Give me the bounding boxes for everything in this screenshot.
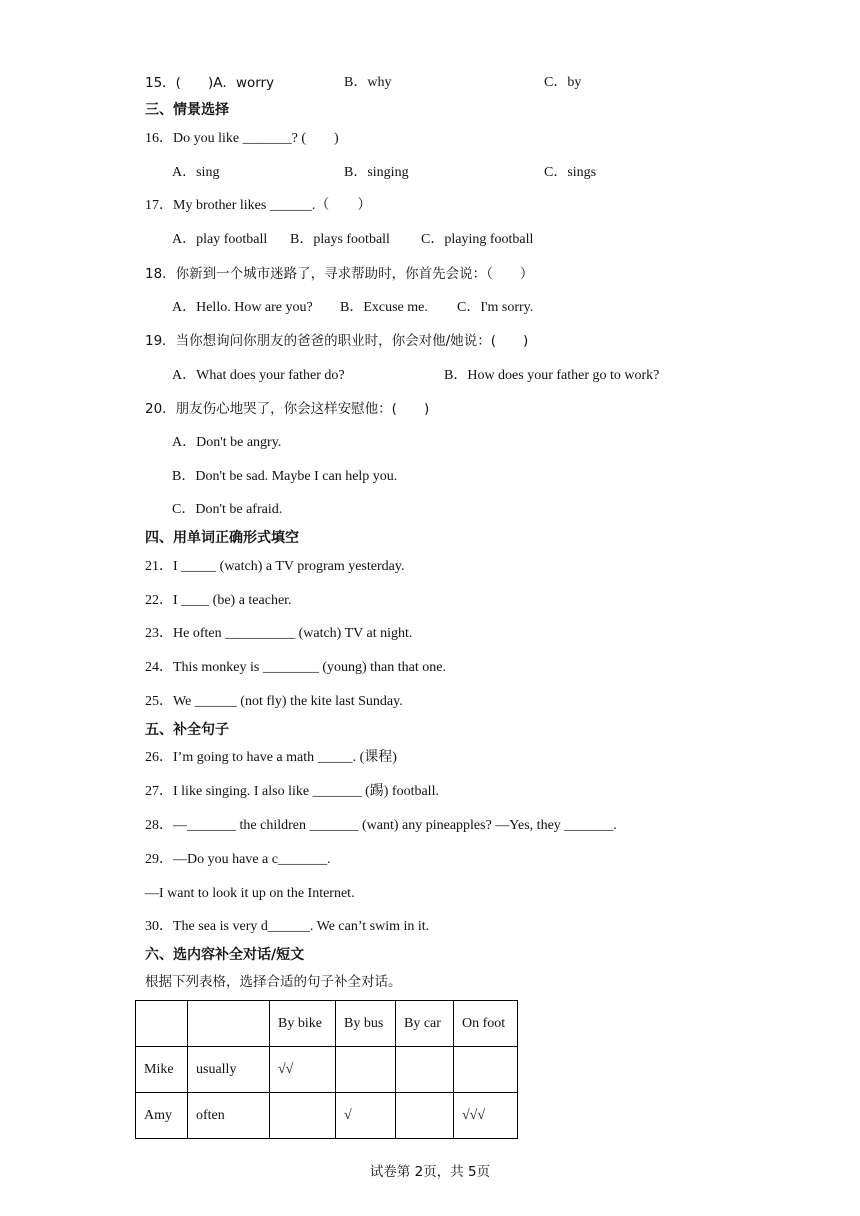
- table-cell: Amy: [136, 1093, 188, 1139]
- q16-option-c: C．sings: [544, 165, 597, 180]
- instruction: 根据下列表格，选择合适的句子补全对话。: [145, 974, 402, 990]
- question-27: 27．I like singing. I also like _______ (踢) football.: [145, 784, 439, 799]
- q15-option-c: C．by: [544, 75, 582, 90]
- q16-option-b: B．singing: [344, 165, 409, 180]
- section-4-title: 四、用单词正确形式填空: [145, 530, 299, 546]
- question-26: 26．I’m going to have a math _____. (课程): [145, 750, 397, 765]
- question-15: 15．( )A．worry: [145, 75, 275, 91]
- table-cell: [336, 1047, 396, 1093]
- q19-option-a: A．What does your father do?: [172, 368, 345, 383]
- table-cell: [454, 1047, 518, 1093]
- question-30: 30．The sea is very d______. We can’t swim in it.: [145, 919, 430, 934]
- transport-table: [135, 1000, 518, 1139]
- header-cell: On foot: [454, 1001, 518, 1047]
- q17-option-a: A．play football: [172, 232, 268, 247]
- question-18: 18．你新到一个城市迷路了，寻求帮助时，你首先会说：（ ）: [145, 266, 534, 282]
- table-cell: [270, 1093, 336, 1139]
- table-cell: √: [336, 1093, 396, 1139]
- q16-option-a: A．sing: [172, 165, 220, 180]
- table-row: [136, 1093, 518, 1139]
- q18-option-c: C．I'm sorry.: [457, 300, 534, 315]
- question-20: 20．朋友伤心地哭了，你会这样安慰他：( ): [145, 401, 430, 417]
- table-header-row: [136, 1001, 518, 1047]
- question-28: 28．—_______ the children _______ (want) any pineapples? —Yes, they _______.: [145, 818, 617, 833]
- header-cell: [188, 1001, 270, 1047]
- section-3-title: 三、情景选择: [145, 102, 229, 118]
- table-cell: usually: [188, 1047, 270, 1093]
- question-24: 24．This monkey is ________ (young) than that one.: [145, 660, 446, 675]
- question-29-response: —I want to look it up on the Internet.: [145, 886, 355, 901]
- question-23: 23．He often __________ (watch) TV at night.: [145, 626, 413, 641]
- question-25: 25．We ______ (not fly) the kite last Sunday.: [145, 694, 403, 709]
- page-footer: 试卷第 2页，共 5页: [369, 1164, 491, 1180]
- table-cell: [396, 1093, 454, 1139]
- question-29: 29．—Do you have a c_______.: [145, 852, 331, 867]
- question-19: 19．当你想询问你朋友的爸爸的职业时，你会对他/她说：( ): [145, 333, 529, 349]
- table-cell: often: [188, 1093, 270, 1139]
- question-17: 17．My brother likes ______.（ ）: [145, 198, 372, 213]
- question-22: 22．I ____ (be) a teacher.: [145, 593, 292, 608]
- q20-option-c: C．Don't be afraid.: [172, 502, 283, 517]
- header-cell: [136, 1001, 188, 1047]
- q19-option-b: B．How does your father go to work?: [444, 368, 660, 383]
- header-cell: By car: [396, 1001, 454, 1047]
- table-cell: √√√: [454, 1093, 518, 1139]
- table-cell: √√: [270, 1047, 336, 1093]
- table-cell: [396, 1047, 454, 1093]
- q17-option-c: C．playing football: [421, 232, 534, 247]
- question-16: 16．Do you like _______? ( ): [145, 131, 339, 146]
- q20-option-a: A．Don't be angry.: [172, 435, 282, 450]
- header-cell: By bus: [336, 1001, 396, 1047]
- table-cell: Mike: [136, 1047, 188, 1093]
- section-6-title: 六、选内容补全对话/短文: [145, 947, 305, 963]
- header-cell: By bike: [270, 1001, 336, 1047]
- q18-option-a: A．Hello. How are you?: [172, 300, 313, 315]
- question-21: 21．I _____ (watch) a TV program yesterday.: [145, 559, 405, 574]
- table-row: [136, 1047, 518, 1093]
- q17-option-b: B．plays football: [290, 232, 390, 247]
- q15-option-b: B．why: [344, 75, 392, 90]
- q20-option-b: B．Don't be sad. Maybe I can help you.: [172, 469, 398, 484]
- section-5-title: 五、补全句子: [145, 722, 229, 738]
- q18-option-b: B．Excuse me.: [340, 300, 428, 315]
